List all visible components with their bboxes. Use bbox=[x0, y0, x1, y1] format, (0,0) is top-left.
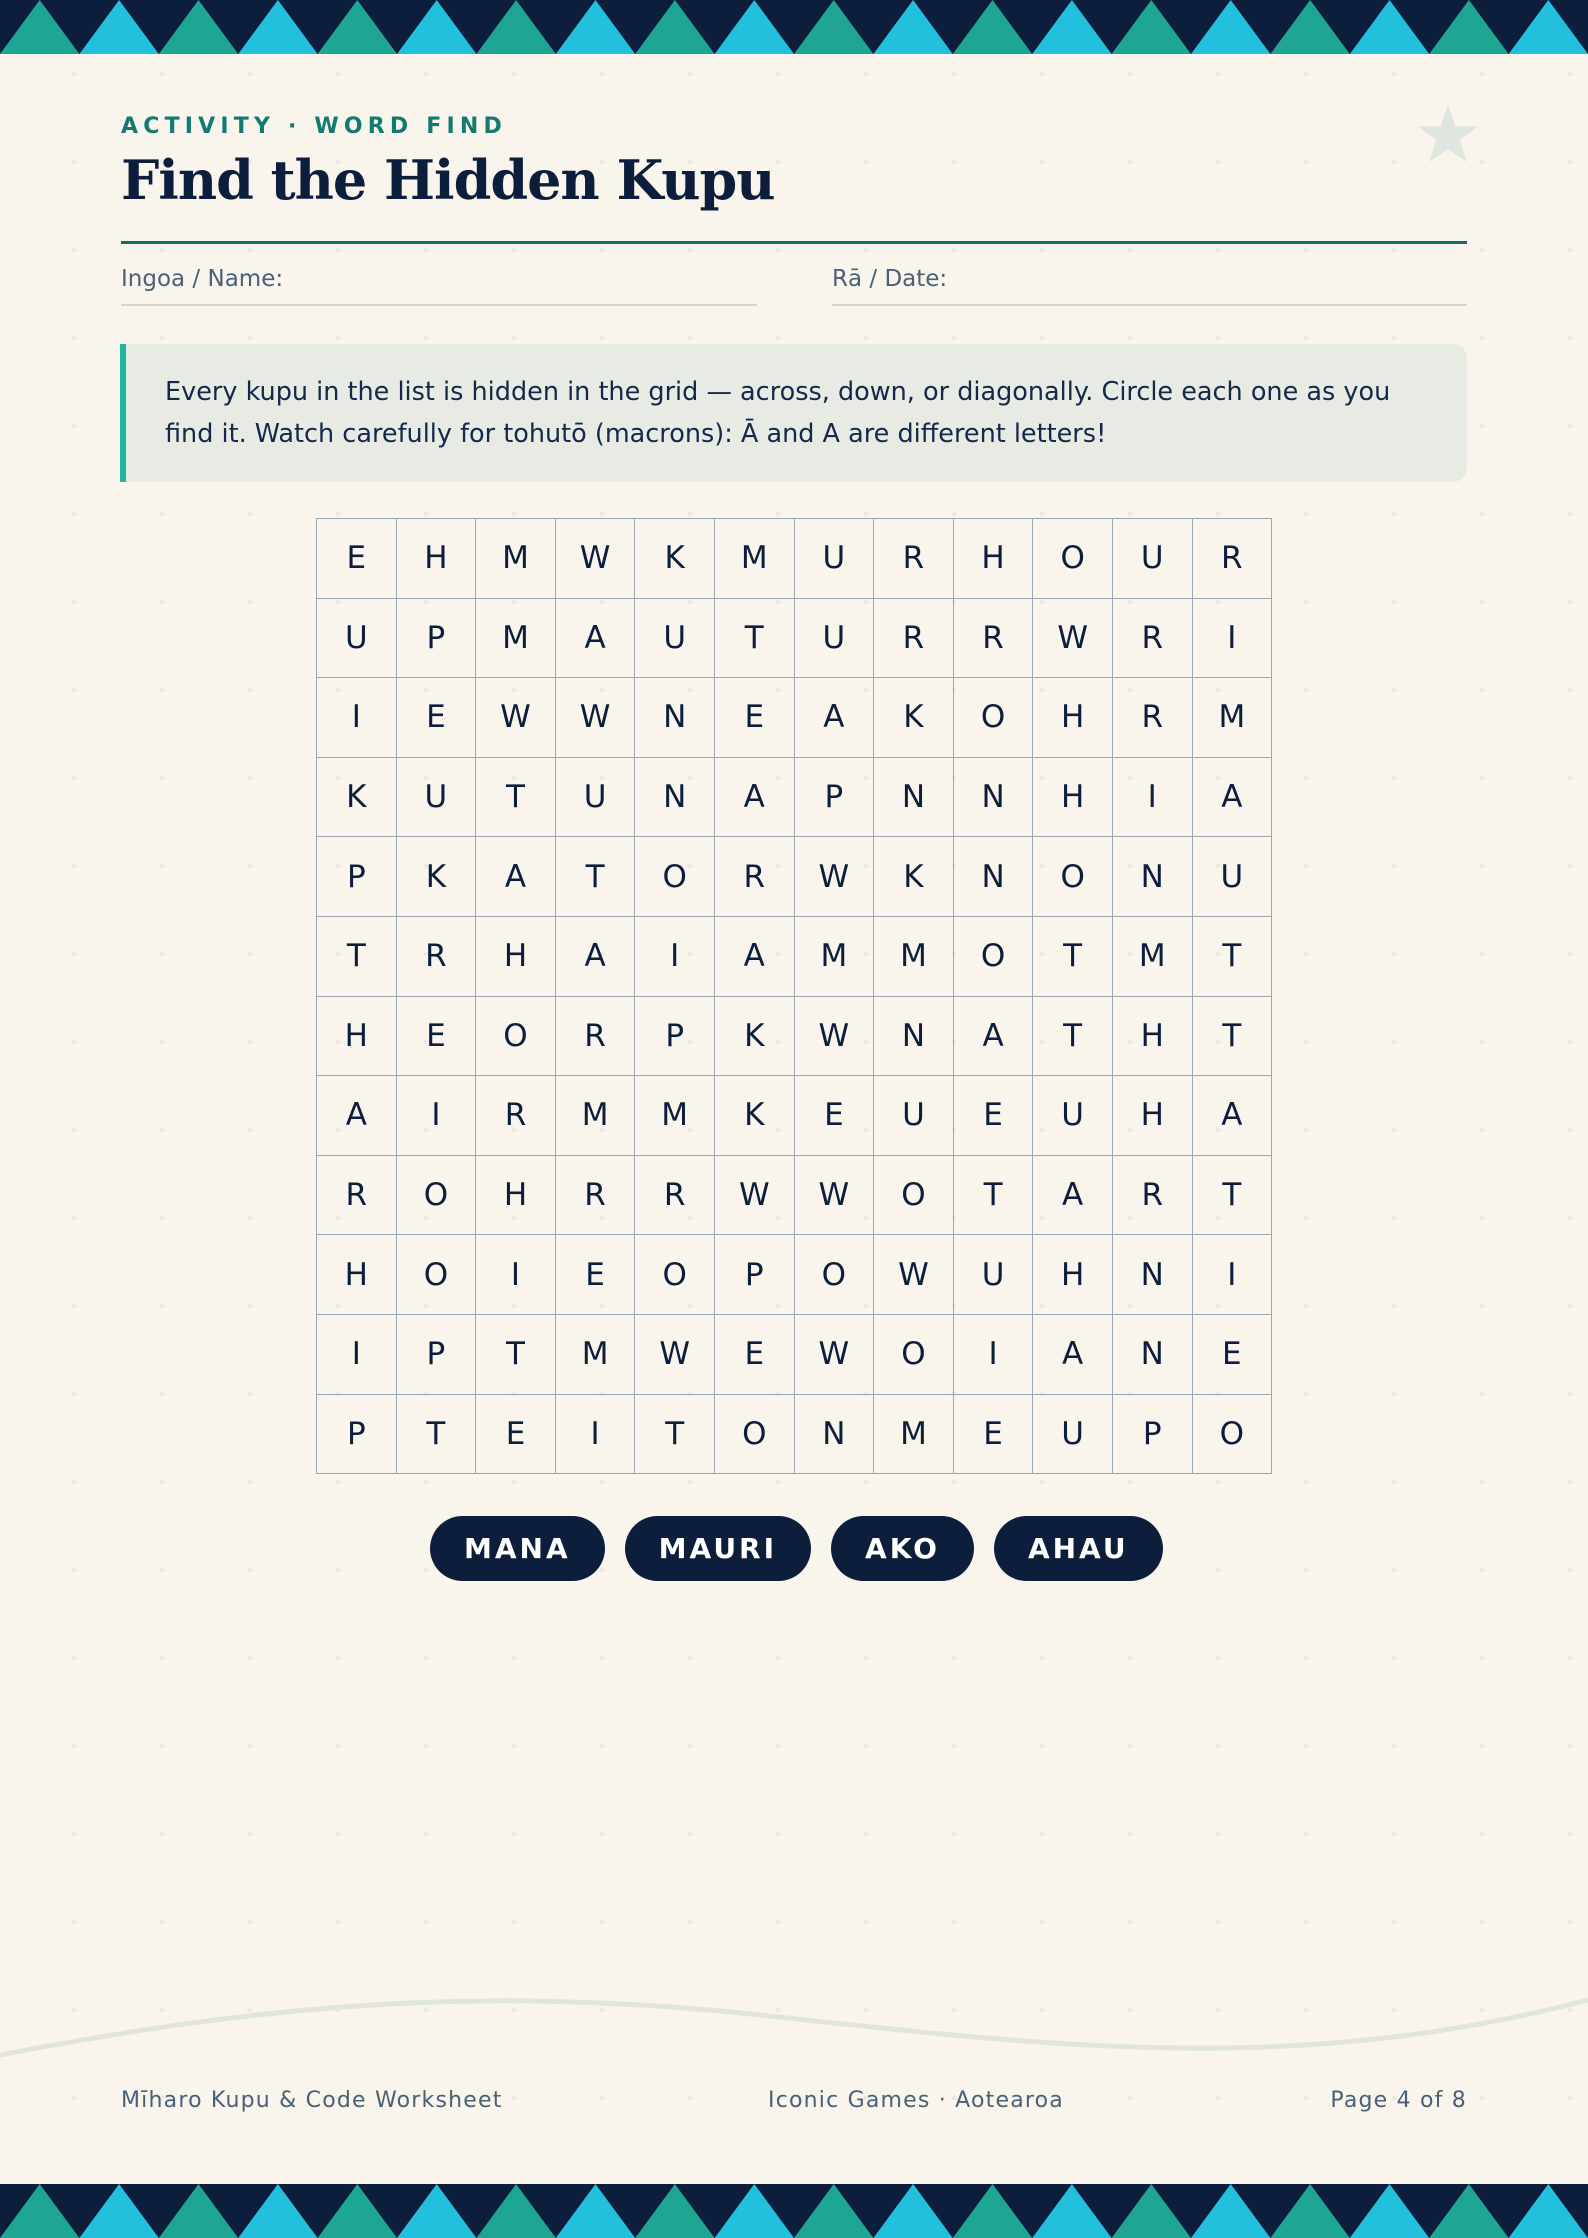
grid-cell[interactable]: I bbox=[954, 1315, 1034, 1395]
grid-cell[interactable]: W bbox=[556, 678, 636, 758]
grid-cell[interactable]: U bbox=[795, 599, 875, 679]
grid-cell[interactable]: U bbox=[397, 758, 477, 838]
grid-cell[interactable]: M bbox=[1193, 678, 1273, 758]
grid-cell[interactable]: W bbox=[1033, 599, 1113, 679]
grid-cell[interactable]: A bbox=[795, 678, 875, 758]
grid-cell[interactable]: R bbox=[874, 519, 954, 599]
grid-cell[interactable]: A bbox=[954, 997, 1034, 1077]
page-title: Find the Hidden Kupu bbox=[121, 148, 775, 212]
grid-cell[interactable]: E bbox=[476, 1395, 556, 1475]
grid-cell[interactable]: H bbox=[1033, 678, 1113, 758]
activity-eyebrow: ACTIVITY · WORD FIND bbox=[121, 114, 507, 139]
grid-cell[interactable]: R bbox=[954, 599, 1034, 679]
grid-cell[interactable]: O bbox=[954, 917, 1034, 997]
grid-cell[interactable]: P bbox=[317, 1395, 397, 1475]
grid-cell[interactable]: H bbox=[476, 917, 556, 997]
grid-cell[interactable]: R bbox=[1113, 678, 1193, 758]
grid-cell[interactable]: K bbox=[715, 997, 795, 1077]
grid-cell[interactable]: M bbox=[715, 519, 795, 599]
grid-cell[interactable]: K bbox=[715, 1076, 795, 1156]
grid-cell[interactable]: R bbox=[476, 1076, 556, 1156]
grid-cell[interactable]: N bbox=[1113, 1315, 1193, 1395]
grid-cell[interactable]: P bbox=[317, 837, 397, 917]
date-field[interactable] bbox=[832, 266, 1467, 306]
grid-cell[interactable]: O bbox=[874, 1156, 954, 1236]
grid-cell[interactable]: M bbox=[874, 1395, 954, 1475]
grid-cell[interactable]: N bbox=[1113, 837, 1193, 917]
grid-cell[interactable]: A bbox=[1033, 1315, 1113, 1395]
grid-cell[interactable]: A bbox=[1193, 1076, 1273, 1156]
grid-cell[interactable]: I bbox=[476, 1235, 556, 1315]
grid-cell[interactable]: O bbox=[715, 1395, 795, 1475]
grid-cell[interactable]: E bbox=[317, 519, 397, 599]
grid-cell[interactable]: M bbox=[556, 1076, 636, 1156]
grid-cell[interactable]: H bbox=[1113, 1076, 1193, 1156]
grid-cell[interactable]: I bbox=[397, 1076, 477, 1156]
grid-cell[interactable]: E bbox=[795, 1076, 875, 1156]
grid-cell[interactable]: R bbox=[1113, 599, 1193, 679]
grid-cell[interactable]: P bbox=[1113, 1395, 1193, 1475]
grid-cell[interactable]: R bbox=[397, 917, 477, 997]
name-field[interactable] bbox=[121, 266, 757, 306]
grid-cell[interactable]: O bbox=[954, 678, 1034, 758]
grid-cell[interactable]: I bbox=[1113, 758, 1193, 838]
grid-cell[interactable]: W bbox=[476, 678, 556, 758]
grid-cell[interactable]: N bbox=[1113, 1235, 1193, 1315]
star-icon bbox=[1416, 103, 1480, 167]
grid-cell[interactable]: O bbox=[476, 997, 556, 1077]
grid-cell[interactable]: E bbox=[954, 1076, 1034, 1156]
grid-cell[interactable]: H bbox=[1113, 997, 1193, 1077]
grid-cell[interactable]: N bbox=[795, 1395, 875, 1475]
grid-cell[interactable]: N bbox=[954, 758, 1034, 838]
grid-cell[interactable]: A bbox=[1033, 1156, 1113, 1236]
grid-cell[interactable]: P bbox=[635, 997, 715, 1077]
grid-cell[interactable]: H bbox=[317, 1235, 397, 1315]
grid-cell[interactable]: T bbox=[397, 1395, 477, 1475]
grid-cell[interactable]: I bbox=[317, 1315, 397, 1395]
grid-cell[interactable]: T bbox=[1193, 1156, 1273, 1236]
instructions-text: Every kupu in the list is hidden in the grid — across, down, or diagonally. Circle each one as you find it. Watch carefully for tohutō (macrons): Ā and A are different letters! bbox=[165, 377, 1391, 449]
grid-cell[interactable]: U bbox=[954, 1235, 1034, 1315]
grid-cell[interactable]: R bbox=[874, 599, 954, 679]
grid-cell[interactable]: K bbox=[874, 837, 954, 917]
grid-cell[interactable]: I bbox=[635, 917, 715, 997]
grid-cell[interactable]: W bbox=[795, 997, 875, 1077]
grid-cell[interactable]: E bbox=[1193, 1315, 1273, 1395]
grid-cell[interactable]: U bbox=[874, 1076, 954, 1156]
grid-cell[interactable]: O bbox=[1033, 837, 1113, 917]
grid-cell[interactable]: W bbox=[556, 519, 636, 599]
grid-cell[interactable]: O bbox=[635, 1235, 715, 1315]
grid-cell[interactable]: T bbox=[476, 1315, 556, 1395]
grid-cell[interactable]: U bbox=[1033, 1076, 1113, 1156]
grid-cell[interactable]: E bbox=[715, 1315, 795, 1395]
word-list bbox=[430, 1516, 1163, 1581]
grid-cell[interactable]: O bbox=[1193, 1395, 1273, 1475]
grid-cell[interactable]: T bbox=[317, 917, 397, 997]
grid-cell[interactable]: T bbox=[635, 1395, 715, 1475]
grid-cell[interactable]: N bbox=[635, 758, 715, 838]
grid-cell[interactable]: A bbox=[556, 599, 636, 679]
grid-cell[interactable]: U bbox=[795, 519, 875, 599]
grid-cell[interactable]: E bbox=[954, 1395, 1034, 1475]
grid-cell[interactable]: E bbox=[715, 678, 795, 758]
footer-page-number: Page 4 of 8 bbox=[1330, 2088, 1467, 2113]
grid-cell[interactable]: A bbox=[1193, 758, 1273, 838]
grid-cell[interactable]: I bbox=[317, 678, 397, 758]
grid-cell[interactable]: M bbox=[874, 917, 954, 997]
grid-cell[interactable]: K bbox=[635, 519, 715, 599]
footer-publisher: Iconic Games · Aotearoa bbox=[768, 2088, 1064, 2113]
grid-cell[interactable]: P bbox=[397, 599, 477, 679]
grid-cell[interactable]: R bbox=[556, 1156, 636, 1236]
grid-cell[interactable]: W bbox=[795, 1315, 875, 1395]
grid-cell[interactable]: M bbox=[635, 1076, 715, 1156]
grid-cell[interactable]: O bbox=[635, 837, 715, 917]
grid-cell[interactable]: T bbox=[715, 599, 795, 679]
grid-cell[interactable]: T bbox=[954, 1156, 1034, 1236]
decorative-wave bbox=[0, 1980, 1588, 2100]
instructions-box bbox=[120, 344, 1467, 482]
word-pill: AKO bbox=[831, 1516, 974, 1581]
grid-cell[interactable]: U bbox=[1033, 1395, 1113, 1475]
grid-cell[interactable]: N bbox=[954, 837, 1034, 917]
grid-cell[interactable]: P bbox=[795, 758, 875, 838]
word-pill: MANA bbox=[430, 1516, 605, 1581]
grid-cell[interactable]: W bbox=[635, 1315, 715, 1395]
grid-cell[interactable]: H bbox=[476, 1156, 556, 1236]
grid-cell[interactable]: O bbox=[795, 1235, 875, 1315]
grid-cell[interactable]: A bbox=[556, 917, 636, 997]
grid-cell[interactable]: K bbox=[874, 678, 954, 758]
grid-cell[interactable]: A bbox=[715, 917, 795, 997]
grid-cell[interactable]: A bbox=[317, 1076, 397, 1156]
grid-cell[interactable]: E bbox=[397, 997, 477, 1077]
bottom-pattern-band bbox=[0, 2184, 1588, 2238]
grid-cell[interactable]: H bbox=[317, 997, 397, 1077]
grid-cell[interactable]: T bbox=[1193, 997, 1273, 1077]
date-field-label: Rā / Date: bbox=[832, 266, 948, 292]
grid-cell[interactable]: N bbox=[874, 758, 954, 838]
grid-cell[interactable]: E bbox=[397, 678, 477, 758]
grid-cell[interactable]: K bbox=[397, 837, 477, 917]
grid-cell[interactable]: U bbox=[635, 599, 715, 679]
grid-cell[interactable]: W bbox=[715, 1156, 795, 1236]
grid-cell[interactable]: A bbox=[476, 837, 556, 917]
grid-cell[interactable]: R bbox=[635, 1156, 715, 1236]
grid-cell[interactable]: A bbox=[715, 758, 795, 838]
grid-cell[interactable]: O bbox=[397, 1235, 477, 1315]
grid-cell[interactable]: W bbox=[795, 1156, 875, 1236]
word-find-grid bbox=[316, 518, 1272, 1474]
grid-cell[interactable]: K bbox=[317, 758, 397, 838]
grid-cell[interactable]: H bbox=[1033, 758, 1113, 838]
grid-cell[interactable]: M bbox=[476, 519, 556, 599]
grid-cell[interactable]: T bbox=[1033, 997, 1113, 1077]
grid-cell[interactable]: N bbox=[635, 678, 715, 758]
grid-cell[interactable]: T bbox=[1193, 917, 1273, 997]
grid-cell[interactable]: R bbox=[715, 837, 795, 917]
grid-cell[interactable]: T bbox=[1033, 917, 1113, 997]
word-pill: MAURI bbox=[625, 1516, 811, 1581]
grid-cell[interactable]: I bbox=[1193, 1235, 1273, 1315]
grid-cell[interactable]: U bbox=[556, 758, 636, 838]
grid-cell[interactable]: R bbox=[317, 1156, 397, 1236]
grid-cell[interactable]: I bbox=[556, 1395, 636, 1475]
grid-cell[interactable]: I bbox=[1193, 599, 1273, 679]
grid-cell[interactable]: P bbox=[397, 1315, 477, 1395]
grid-cell[interactable]: H bbox=[397, 519, 477, 599]
grid-cell[interactable]: P bbox=[715, 1235, 795, 1315]
grid-cell[interactable]: R bbox=[556, 997, 636, 1077]
grid-cell[interactable]: U bbox=[317, 599, 397, 679]
grid-cell[interactable]: H bbox=[1033, 1235, 1113, 1315]
grid-cell[interactable]: E bbox=[556, 1235, 636, 1315]
grid-cell[interactable]: M bbox=[556, 1315, 636, 1395]
grid-cell[interactable]: U bbox=[1193, 837, 1273, 917]
grid-cell[interactable]: W bbox=[795, 837, 875, 917]
word-pill: AHAU bbox=[994, 1516, 1163, 1581]
grid-cell[interactable]: T bbox=[556, 837, 636, 917]
grid-cell[interactable]: U bbox=[1113, 519, 1193, 599]
grid-cell[interactable]: R bbox=[1113, 1156, 1193, 1236]
grid-cell[interactable]: M bbox=[476, 599, 556, 679]
top-pattern-band bbox=[0, 0, 1588, 54]
grid-cell[interactable]: M bbox=[795, 917, 875, 997]
name-field-label: Ingoa / Name: bbox=[121, 266, 284, 292]
footer-worksheet-title: Mīharo Kupu & Code Worksheet bbox=[121, 2088, 503, 2113]
grid-cell[interactable]: T bbox=[476, 758, 556, 838]
grid-cell[interactable]: R bbox=[1193, 519, 1273, 599]
grid-cell[interactable]: N bbox=[874, 997, 954, 1077]
grid-cell[interactable]: M bbox=[1113, 917, 1193, 997]
grid-cell[interactable]: O bbox=[874, 1315, 954, 1395]
grid-cell[interactable]: H bbox=[954, 519, 1034, 599]
title-divider bbox=[121, 241, 1467, 244]
grid-cell[interactable]: O bbox=[397, 1156, 477, 1236]
grid-cell[interactable]: W bbox=[874, 1235, 954, 1315]
grid-cell[interactable]: O bbox=[1033, 519, 1113, 599]
